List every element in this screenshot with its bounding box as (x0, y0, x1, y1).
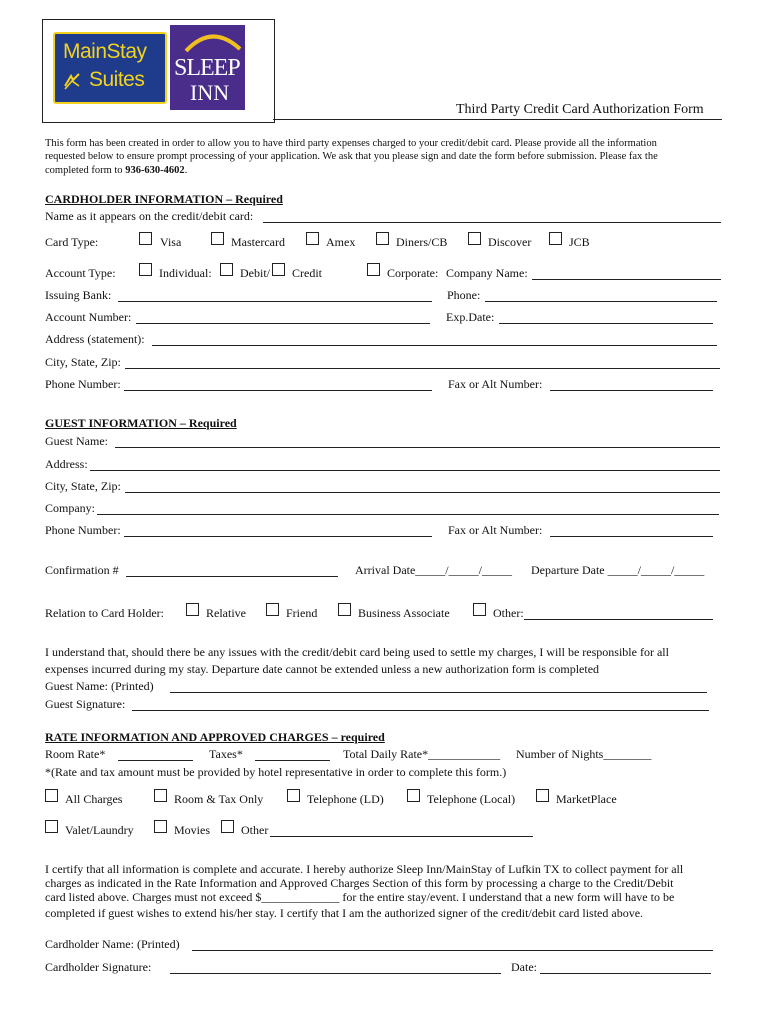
friend-checkbox[interactable] (266, 603, 279, 616)
telephone-local-checkbox[interactable] (407, 789, 420, 802)
debit-label: Debit/ (240, 266, 270, 280)
other-relation-checkbox[interactable] (473, 603, 486, 616)
bank-phone-label: Phone: (447, 288, 481, 302)
corporate-label: Corporate: (387, 266, 439, 280)
individual-checkbox[interactable] (139, 263, 152, 276)
telephone-local-label: Telephone (Local) (427, 792, 516, 806)
sleep-logo-text: SLEEP (174, 55, 240, 81)
cardholder-city-label: City, State, Zip: (45, 355, 121, 369)
discover-checkbox[interactable] (468, 232, 481, 245)
statement-address-field[interactable] (152, 345, 717, 346)
intro-line-2: requested below to ensure prompt processing of your application. We ask that you please sign and date the form before submission. Please fax the (45, 151, 658, 163)
business-associate-checkbox[interactable] (338, 603, 351, 616)
rate-heading: RATE INFORMATION AND APPROVED CHARGES – required (45, 730, 385, 744)
friend-label: Friend (286, 606, 318, 620)
confirmation-field[interactable] (126, 576, 338, 577)
understand-line-2: expenses incurred during my stay. Departure date cannot be extended unless a new authorization form is completed (45, 662, 600, 676)
guest-signature-label: Guest Signature: (45, 697, 126, 711)
intro-line-1: This form has been created in order to allow you to have third party expenses charged to your credit/debit card. Please provide all the information (45, 138, 657, 149)
jcb-checkbox[interactable] (549, 232, 562, 245)
confirmation-label: Confirmation # (45, 563, 119, 577)
certify-line-1: I certify that all information is complete and accurate. I hereby authorize Sleep Inn/MainStay of Lufkin TX to collect payment for all (45, 862, 684, 876)
number-of-nights-field[interactable]: Number of Nights________ (516, 747, 652, 761)
cardholder-phone-label: Phone Number: (45, 377, 121, 391)
certify-line-2: charges as indicated in the Rate Information and Approved Charges Section of this form by processing a charge to the Credit/Debit (45, 876, 674, 890)
signature-date-label: Date: (511, 960, 537, 974)
other-relation-field[interactable] (524, 619, 713, 620)
room-rate-label: Room Rate* (45, 747, 106, 761)
guest-address-field[interactable] (90, 470, 720, 471)
individual-label: Individual: (159, 266, 212, 280)
issuing-bank-label: Issuing Bank: (45, 288, 112, 302)
total-daily-rate-field[interactable]: Total Daily Rate*____________ (343, 747, 501, 761)
guest-company-label: Company: (45, 501, 95, 515)
other-charges-label: Other (241, 823, 269, 837)
credit-label: Credit (292, 266, 322, 280)
cardholder-phone-field[interactable] (124, 390, 432, 391)
certify-line-3: card listed above. Charges must not exceed $_____________ for the entire stay/event. I understand that a new form will have to be (45, 890, 675, 904)
guest-fax-label: Fax or Alt Number: (448, 523, 543, 537)
inn-logo-text: INN (190, 80, 230, 105)
guest-city-label: City, State, Zip: (45, 479, 121, 493)
departure-date-field[interactable]: Departure Date _____/_____/_____ (531, 563, 705, 577)
marketplace-label: MarketPlace (556, 792, 617, 806)
intro-line-3 (45, 164, 658, 177)
marketplace-checkbox[interactable] (536, 789, 549, 802)
relative-label: Relative (206, 606, 246, 620)
cardholder-signature-field[interactable] (170, 973, 501, 974)
fax-number: 936-630-4602 (125, 164, 185, 176)
visa-checkbox[interactable] (139, 232, 152, 245)
intro-line-3-suffix: . (184, 164, 188, 176)
discover-label: Discover (488, 235, 532, 249)
telephone-ld-label: Telephone (LD) (307, 792, 384, 806)
visa-label: Visa (160, 235, 182, 249)
mastercard-checkbox[interactable] (211, 232, 224, 245)
arrival-date-field[interactable]: Arrival Date_____/_____/_____ (355, 563, 512, 577)
certify-line-4: completed if guest wishes to extend his/her stay. I certify that I am the authorized signer of the credit/debit card listed above. (45, 906, 644, 920)
telephone-ld-checkbox[interactable] (287, 789, 300, 802)
other-charges-field[interactable] (270, 836, 533, 837)
issuing-bank-field[interactable] (118, 301, 432, 302)
valet-laundry-label: Valet/Laundry (65, 823, 134, 837)
relation-label: Relation to Card Holder: (45, 606, 164, 620)
cardholder-signature-label: Cardholder Signature: (45, 960, 152, 974)
guest-name-label: Guest Name: (45, 434, 108, 448)
cardholder-name-field[interactable] (263, 222, 721, 223)
guest-printed-label: Guest Name: (Printed) (45, 679, 154, 693)
amex-label: Amex (326, 235, 356, 249)
exp-date-label: Exp.Date: (446, 310, 495, 324)
movies-label: Movies (174, 823, 210, 837)
mainstay-logo-text: MainStay (63, 40, 147, 63)
sleep-inn-logo (170, 25, 245, 110)
room-tax-label: Room & Tax Only (174, 792, 264, 806)
room-tax-checkbox[interactable] (154, 789, 167, 802)
guest-printed-field[interactable] (170, 692, 707, 693)
business-associate-label: Business Associate (358, 606, 450, 620)
title-rule (273, 119, 722, 120)
mainstay-logo-icon (63, 72, 81, 90)
account-type-label: Account Type: (45, 266, 116, 280)
diners-checkbox[interactable] (376, 232, 389, 245)
relative-checkbox[interactable] (186, 603, 199, 616)
other-charges-checkbox[interactable] (221, 820, 234, 833)
guest-phone-field[interactable] (124, 536, 432, 537)
statement-address-label: Address (statement): (45, 332, 145, 346)
mastercard-label: Mastercard (231, 235, 285, 249)
cardholder-printed-field[interactable] (192, 950, 713, 951)
guest-company-field[interactable] (97, 514, 719, 515)
account-number-field[interactable] (136, 323, 430, 324)
bank-phone-field[interactable] (485, 301, 717, 302)
all-charges-label: All Charges (65, 792, 123, 806)
credit-checkbox[interactable] (272, 263, 285, 276)
cardholder-fax-field[interactable] (550, 390, 713, 391)
guest-heading: GUEST INFORMATION – Required (45, 416, 237, 430)
valet-laundry-checkbox[interactable] (45, 820, 58, 833)
suites-logo-text: Suites (89, 68, 145, 91)
intro-paragraph (45, 137, 658, 177)
diners-label: Diners/CB (396, 235, 448, 249)
jcb-label: JCB (569, 235, 590, 249)
guest-address-label: Address: (45, 457, 88, 471)
taxes-label: Taxes* (209, 747, 243, 761)
company-name-field[interactable] (532, 279, 721, 280)
cardholder-printed-label: Cardholder Name: (Printed) (45, 937, 180, 951)
guest-fax-field[interactable] (550, 536, 713, 537)
guest-signature-field[interactable] (132, 710, 709, 711)
form-title: Third Party Credit Card Authorization Form (456, 102, 704, 117)
movies-checkbox[interactable] (154, 820, 167, 833)
guest-city-field[interactable] (125, 492, 720, 493)
taxes-field[interactable] (255, 760, 330, 761)
rate-note: *(Rate and tax amount must be provided by hotel representative in order to complete this form.) (45, 765, 507, 779)
amex-checkbox[interactable] (306, 232, 319, 245)
understand-line-1: I understand that, should there be any issues with the credit/debit card being used to settle my charges, I will be responsible for all (45, 645, 669, 659)
room-rate-field[interactable] (118, 760, 193, 761)
cardholder-city-field[interactable] (125, 368, 720, 369)
mainstay-suites-logo (53, 32, 167, 104)
card-type-label: Card Type: (45, 235, 99, 249)
other-relation-label: Other: (493, 606, 524, 620)
all-charges-checkbox[interactable] (45, 789, 58, 802)
guest-phone-label: Phone Number: (45, 523, 121, 537)
exp-date-field[interactable] (499, 323, 713, 324)
account-number-label: Account Number: (45, 310, 132, 324)
signature-date-field[interactable] (540, 973, 711, 974)
corporate-checkbox[interactable] (367, 263, 380, 276)
debit-checkbox[interactable] (220, 263, 233, 276)
guest-name-field[interactable] (115, 447, 720, 448)
cardholder-heading: CARDHOLDER INFORMATION – Required (45, 192, 283, 206)
intro-line-3-prefix: completed form to (45, 164, 126, 176)
company-name-label: Company Name: (446, 266, 528, 280)
cardholder-name-label: Name as it appears on the credit/debit card: (45, 209, 254, 223)
cardholder-fax-label: Fax or Alt Number: (448, 377, 543, 391)
